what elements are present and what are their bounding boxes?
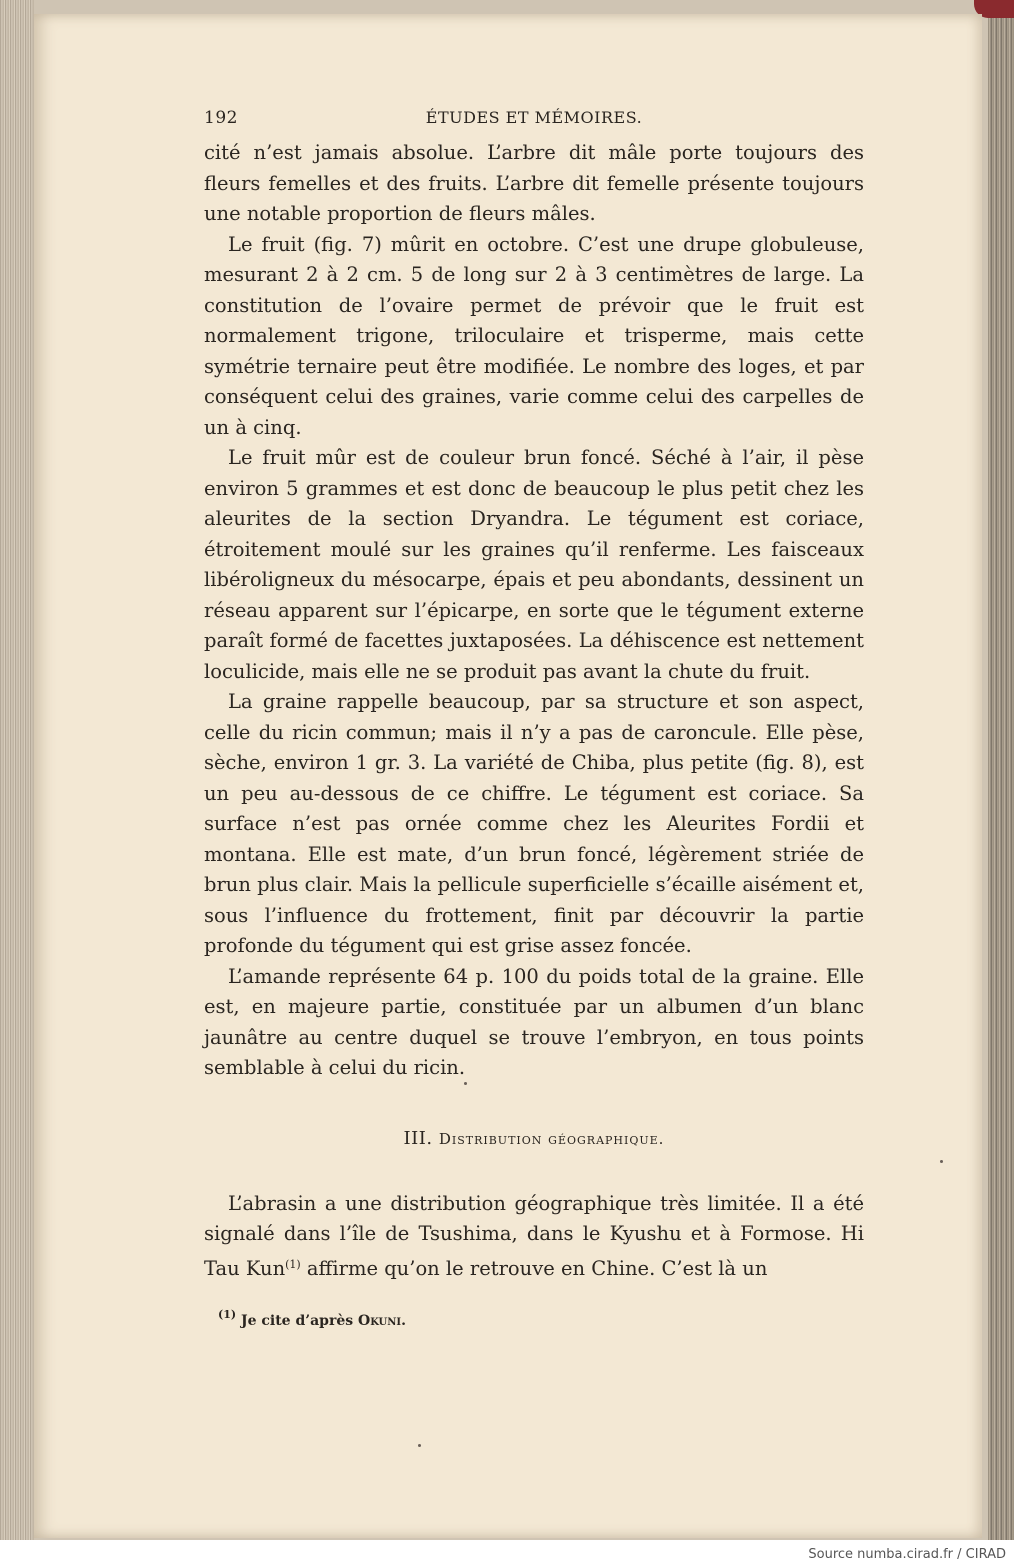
section-paragraph	[204, 1189, 864, 1285]
page-number: 192	[204, 108, 238, 128]
footnote-text: Je cite d’après	[240, 1313, 354, 1329]
paper-speck	[464, 1082, 467, 1085]
body-text	[204, 138, 864, 1284]
running-head	[204, 108, 864, 138]
footnote-marker: (1)	[218, 1308, 237, 1321]
paragraph-2: Le fruit (fig. 7) mûrit en octobre. C’est une drupe globuleuse, mesurant 2 à 2 cm. 5 de long sur 2 à 3 centimètres de large. La constitution de l’ovaire permet de prévoir que le fruit est normalement trigone, triloculaire et trisperme, mais cette symétrie ternaire peut être modifiée. Le nombre des loges, et par conséquent celui des graines, varie comme celui des carpelles de un à cinq.	[204, 232, 864, 439]
paper-speck	[418, 1444, 421, 1447]
footnote-author: Okuni.	[358, 1313, 406, 1329]
book-page	[34, 14, 982, 1538]
footnote-reference: (1)	[285, 1257, 301, 1271]
running-title: ÉTUDES ET MÉMOIRES.	[425, 108, 643, 127]
paragraph-5: L’amande représente 64 p. 100 du poids total de la graine. Elle est, en majeure partie, constituée par un albumen d’un blanc jaunâtre au centre duquel se trouve l’embryon, en tous points semblable à celui du ricin.	[204, 964, 864, 1079]
book-page-edges-right	[988, 0, 1014, 1540]
section-title: Distribution géographique.	[438, 1129, 665, 1148]
source-credit: Source numba.cirad.fr / CIRAD	[808, 1547, 1006, 1562]
section-paragraph-text-after-note: affirme qu’on le retrouve en Chine. C’est là un	[300, 1256, 768, 1280]
section-paragraph-text-before-note: L’abrasin a une distribution géographique très limitée. Il a été signalé dans l’île de Tsushima, dans le Kyushu et à Formose. Hi Tau Kun	[204, 1191, 864, 1280]
footnote	[204, 1308, 864, 1329]
section-numeral: III.	[403, 1127, 433, 1149]
page-content	[204, 108, 864, 1329]
paragraph-1: cité n’est jamais absolue. L’arbre dit mâle porte toujours des fleurs femelles et des fruits. L’arbre dit femelle présente toujours une notable proportion de fleurs mâles.	[204, 141, 864, 225]
paper-speck	[940, 1160, 943, 1163]
paragraph-3: Le fruit mûr est de couleur brun foncé. Séché à l’air, il pèse environ 5 grammes et est donc de beaucoup le plus petit chez les aleurites de la section Dryandra. Le tégument est coriace, étroitement moulé sur les graines qu’il renferme. Les faisceaux libéroligneux du mésocarpe, épais et peu abondants, dessinent un réseau apparent sur l’épicarpe, en sorte que le tégument externe paraît formé de facettes juxtaposées. La déhiscence est nettement loculicide, mais elle ne se produit pas avant la chute du fruit.	[204, 446, 864, 683]
paragraph-4: La graine rappelle beaucoup, par sa structure et son aspect, celle du ricin commun; mais il n’y a pas de caroncule. Elle pèse, sèche, environ 1 gr. 3. La variété de Chiba, plus petite (fig. 8), est un peu au-dessous de ce chiffre. Le tégument est coriace. Sa surface n’est pas ornée comme chez les Aleurites Fordii et montana. Elle est mate, d’un brun foncé, légèrement striée de brun plus clair. Mais la pellicule superficielle s’écaille aisément et, sous l’influence du frottement, finit par découvrir la partie profonde du tégument qui est grise assez foncée.	[204, 690, 864, 957]
section-heading	[204, 1128, 864, 1149]
book-page-edges-left	[0, 0, 34, 1540]
